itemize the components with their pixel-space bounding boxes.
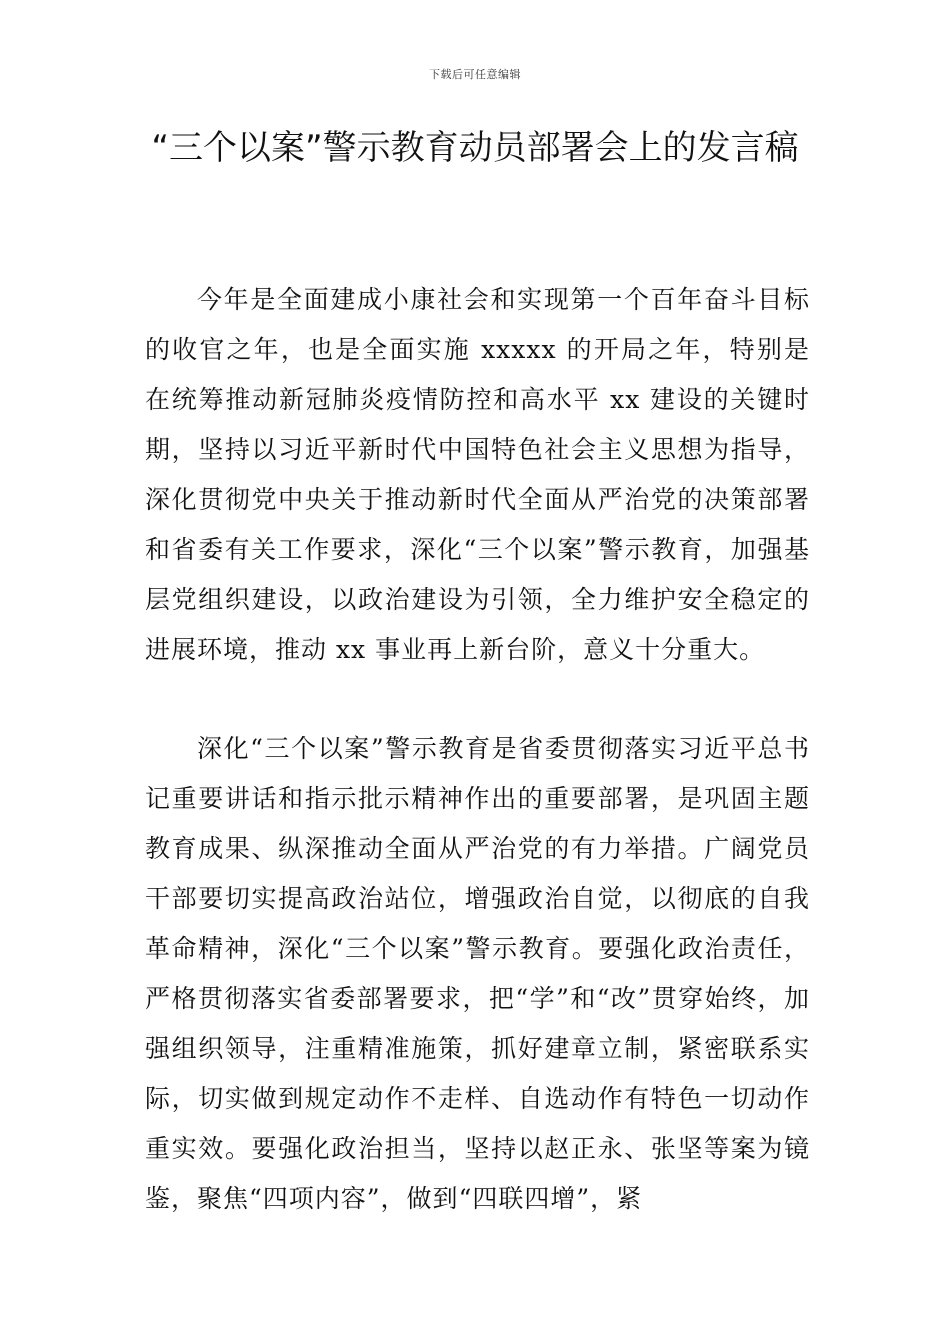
document-paragraph-1 [145,275,810,675]
page-header-note: 下载后可任意编辑 [429,68,521,81]
document-paragraph-2 [145,724,810,1224]
document-title: “三个以案”警示教育动员部署会上的发言稿 [151,128,799,168]
paragraph-text: 今年是全面建成小康社会和实现第一个百年奋斗目标的收官之年，也是全面实施 xxxxx 的开局之年，特别是在统筹推动新冠肺炎疫情防控和高水平 xx 建设的关键时期，坚持以习近平新时代中国特色社会主义思想为指导，深化贯彻党中央关于推动新时代全面从严治党的决策部署和省委有关工作要求，深化“三个以案”警示教育，加强基层党组织建设，以政治建设为引领，全力维护安全稳定的进展环境，推动 xx 事业再上新台阶，意义十分重大。 [145,285,810,664]
paragraph-text: 深化“三个以案”警示教育是省委贯彻落实习近平总书记重要讲话和指示批示精神作出的重要部署，是巩固主题教育成果、纵深推动全面从严治党的有力举措。广阔党员干部要切实提高政治站位，增强政治自觉，以彻底的自我革命精神，深化“三个以案”警示教育。要强化政治责任，严格贯彻落实省委部署要求，把“学”和“改”贯穿始终，加强组织领导，注重精准施策，抓好建章立制，紧密联系实际，切实做到规定动作不走样、自选动作有特色一切动作重实效。要强化政治担当，坚持以赵正永、张坚等案为镜鉴，聚焦“四项内容”，做到“四联四增”，紧 [145,734,810,1213]
